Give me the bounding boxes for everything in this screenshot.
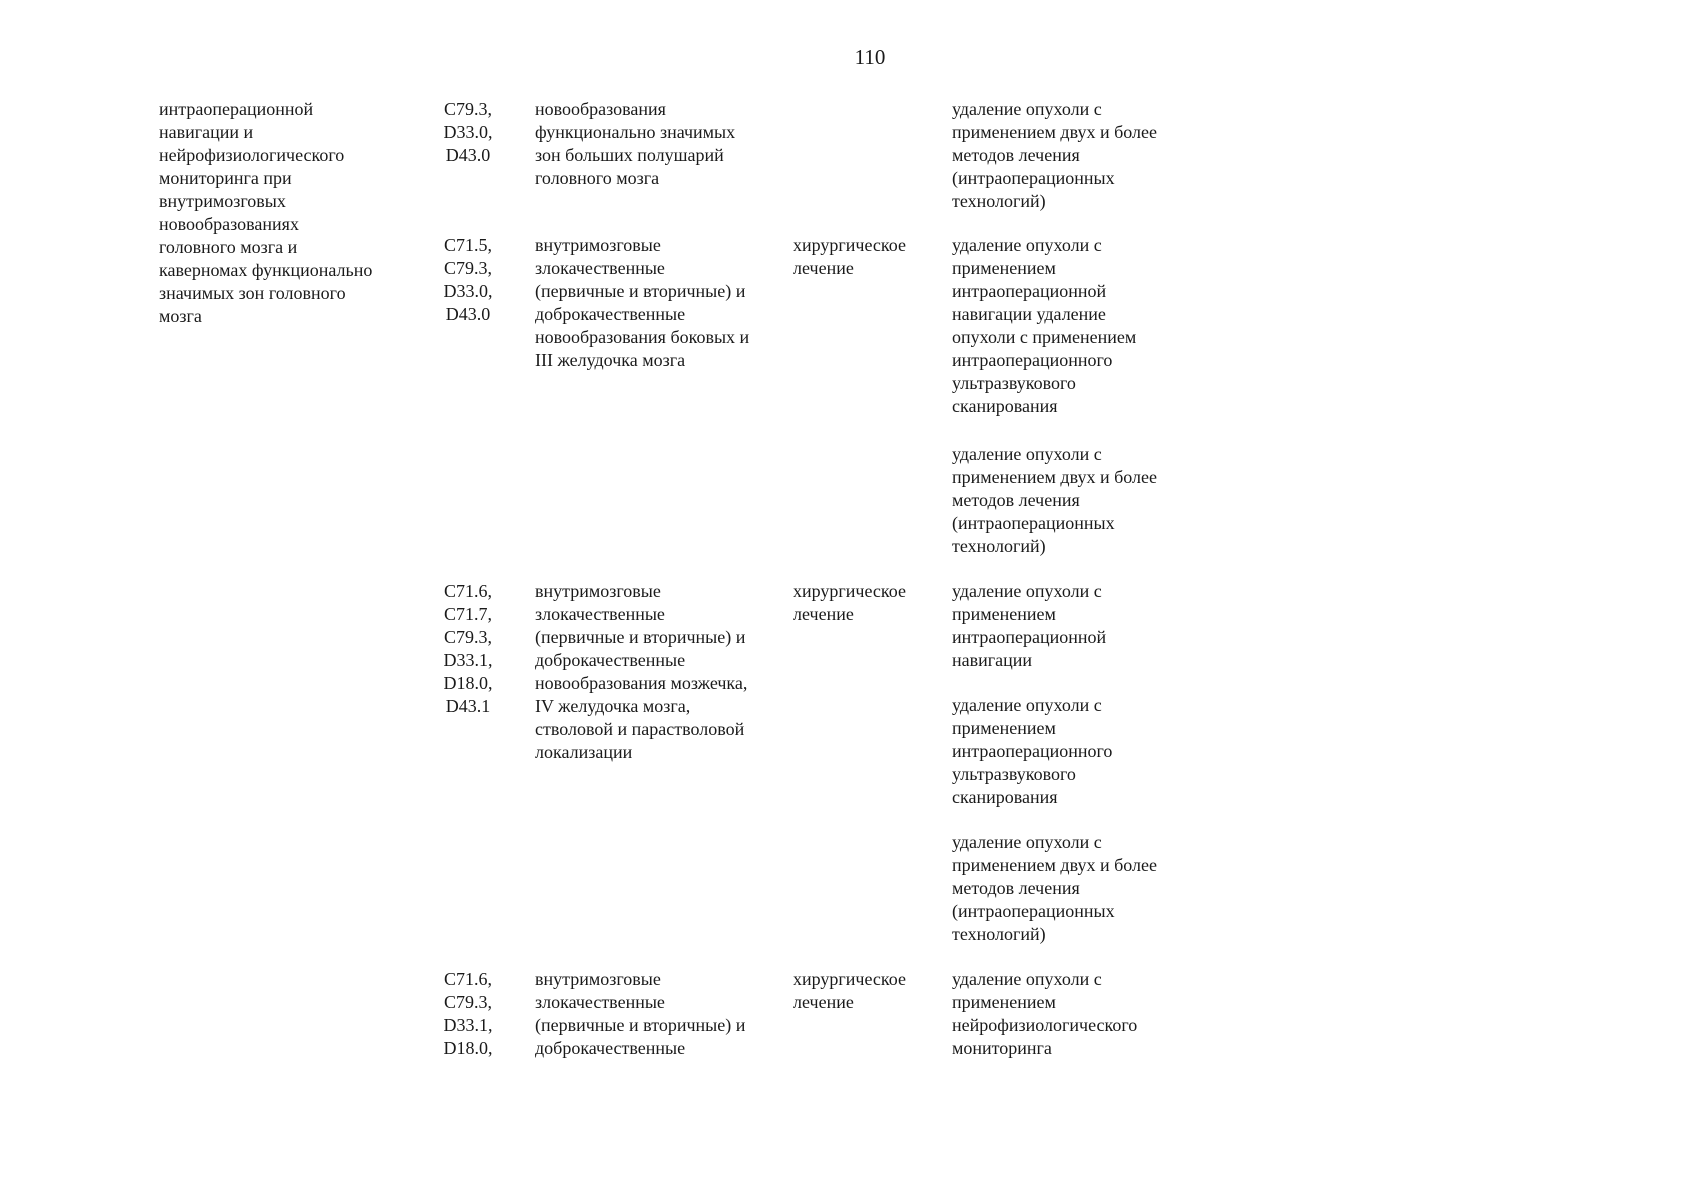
treatment-type: хирургическое лечение xyxy=(793,235,906,278)
treatment-method: удаление опухоли с применением интраоперационного ультразвукового сканирования xyxy=(952,695,1113,807)
section-title: интраоперационной навигации и нейрофизиологического мониторинга при внутримозговых новообразованиях головного мозга и каверномах функционально значимых зон головного мозга xyxy=(159,99,373,326)
icd-codes: C71.6, C79.3, D33.1, D18.0, xyxy=(443,969,493,1058)
treatment-method: удаление опухоли с применением нейрофизиологического мониторинга xyxy=(952,969,1138,1058)
treatment-method: удаление опухоли с применением интраоперационной навигации xyxy=(952,581,1107,670)
icd-codes: C71.6, C71.7, C79.3, D33.1, D18.0, D43.1 xyxy=(443,581,493,716)
diagnosis: внутримозговые злокачественные (первичные и вторичные) и доброкачественные новообразования боковых и III желудочка мозга xyxy=(535,235,750,370)
treatment-method: удаление опухоли с применением двух и более методов лечения (интраоперационных технологий) xyxy=(952,99,1157,211)
diagnosis: внутримозговые злокачественные (первичные и вторичные) и доброкачественные xyxy=(535,969,746,1058)
treatment-method: удаление опухоли с применением двух и более методов лечения (интраоперационных технологий) xyxy=(952,444,1157,556)
page-number: 110 xyxy=(854,45,886,69)
icd-codes: C79.3, D33.0, D43.0 xyxy=(443,99,493,165)
treatment-type: хирургическое лечение xyxy=(793,581,906,624)
diagnosis: внутримозговые злокачественные (первичные и вторичные) и доброкачественные новообразования мозжечка, IV желудочка мозга, стволовой и парастволовой локализации xyxy=(535,581,748,762)
treatment-type: хирургическое лечение xyxy=(793,969,906,1012)
diagnosis: новообразования функционально значимых зон больших полушарий головного мозга xyxy=(535,99,736,188)
treatment-method: удаление опухоли с применением двух и более методов лечения (интраоперационных технологий) xyxy=(952,832,1157,944)
treatment-method: удаление опухоли с применением интраоперационной навигации удаление опухоли с применением интраоперационного ультразвукового сканирования xyxy=(952,235,1137,416)
icd-codes: C71.5, C79.3, D33.0, D43.0 xyxy=(443,235,493,324)
